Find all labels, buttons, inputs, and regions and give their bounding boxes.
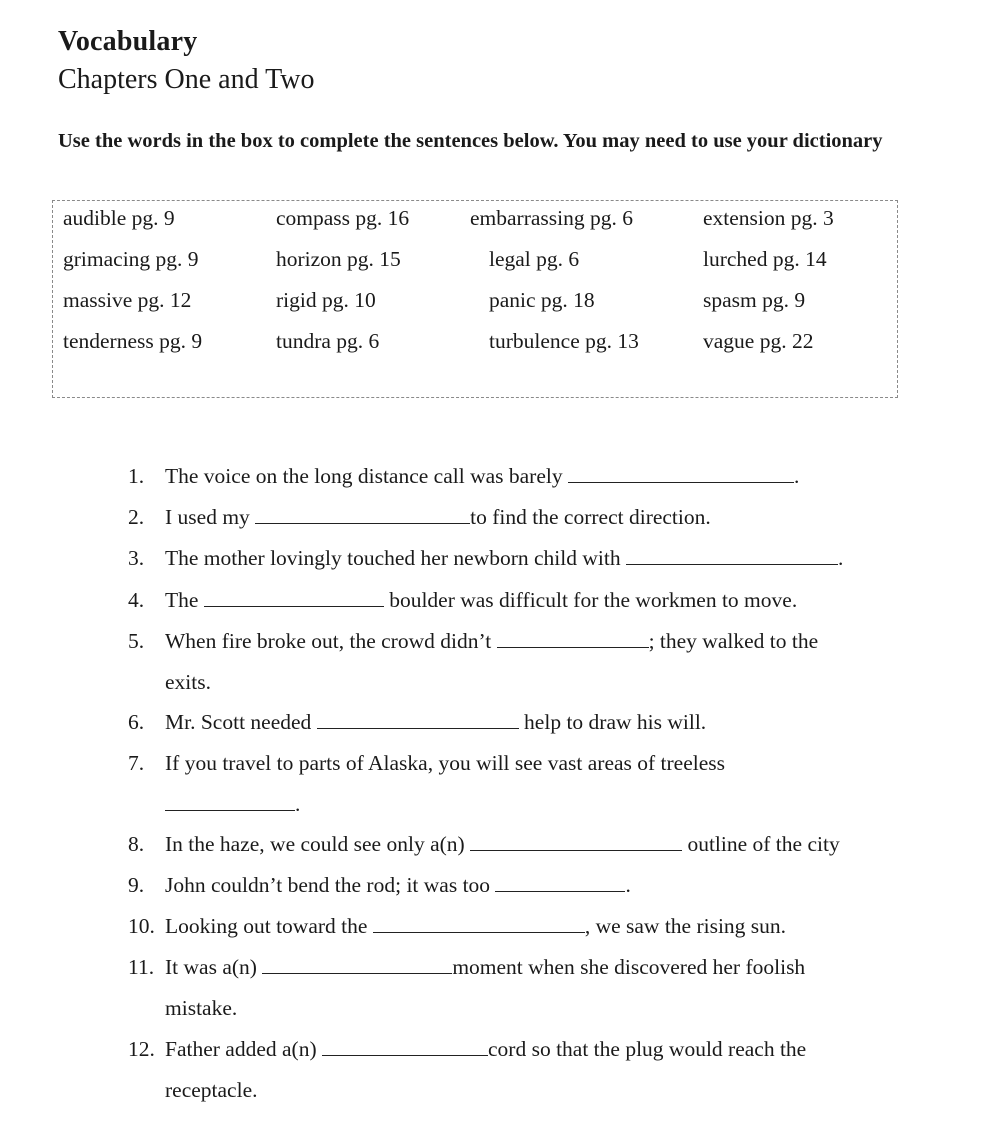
page-title: Vocabulary	[58, 26, 198, 57]
word-grimacing: grimacing pg. 9	[63, 247, 199, 271]
answer-blank[interactable]	[204, 588, 384, 607]
question-text	[165, 955, 805, 980]
question-text-after: ; they walked to the	[648, 629, 819, 653]
question-number: 10.	[128, 914, 155, 938]
question-text-after: .	[295, 792, 301, 816]
question-text	[165, 832, 840, 857]
question-number: 4.	[128, 588, 145, 612]
question-text-before: Looking out toward the	[165, 914, 373, 938]
word-tundra: tundra pg. 6	[276, 329, 380, 353]
answer-blank[interactable]	[165, 792, 295, 811]
question-text-before: The mother lovingly touched her newborn child with	[165, 546, 626, 570]
answer-blank[interactable]	[317, 710, 519, 729]
answer-blank[interactable]	[470, 832, 682, 851]
question-text-after: .	[625, 873, 631, 897]
question-text-continued	[165, 792, 300, 817]
question-text-after: .	[837, 546, 844, 570]
question-number: 6.	[128, 710, 145, 734]
question-text-before: The voice on the long distance call was barely	[165, 464, 568, 488]
question-text-after: .	[793, 464, 800, 488]
answer-blank[interactable]	[568, 464, 794, 483]
question-text-after: to find the correct direction.	[470, 505, 711, 529]
question-text-after: cord so that the plug would reach the	[488, 1037, 807, 1061]
word-audible: audible pg. 9	[63, 206, 175, 230]
question-text-before: I used my	[165, 505, 256, 529]
question-text-before: Mr. Scott needed	[165, 710, 317, 734]
word-horizon: horizon pg. 15	[276, 247, 401, 271]
question-text-before: When fire broke out, the crowd didn’t	[165, 629, 497, 653]
answer-blank[interactable]	[262, 955, 452, 974]
question-text	[165, 914, 786, 939]
question-text-after: , we saw the rising sun.	[584, 914, 787, 938]
answer-blank[interactable]	[626, 546, 838, 565]
word-spasm: spasm pg. 9	[703, 288, 806, 312]
question-number: 11.	[128, 955, 155, 979]
instructions: Use the words in the box to complete the sentences below. You may need to use your dictionary	[58, 130, 883, 152]
question-text-before: In the haze, we could see only a(n)	[165, 832, 471, 856]
question-number: 12.	[128, 1037, 155, 1061]
question-text	[165, 546, 843, 571]
question-number: 1.	[128, 464, 145, 488]
word-vague: vague pg. 22	[703, 329, 814, 353]
question-text-continued: exits.	[165, 670, 211, 694]
answer-blank[interactable]	[495, 873, 625, 892]
word-tenderness: tenderness pg. 9	[63, 329, 203, 353]
answer-blank[interactable]	[255, 505, 470, 524]
question-text	[165, 505, 711, 530]
question-text	[165, 1037, 806, 1062]
question-text-before: If you travel to parts of Alaska, you will see vast areas of treeless	[165, 751, 726, 775]
question-text-after: outline of the city	[682, 832, 840, 856]
question-text-before: John couldn’t bend the rod; it was too	[165, 873, 496, 897]
word-rigid: rigid pg. 10	[276, 288, 376, 312]
question-text	[165, 710, 706, 735]
question-text	[165, 873, 631, 898]
question-number: 9.	[128, 873, 145, 897]
word-legal: legal pg. 6	[489, 247, 580, 271]
question-text	[165, 629, 818, 654]
question-text-continued: mistake.	[165, 996, 238, 1020]
word-box	[52, 200, 898, 398]
answer-blank[interactable]	[322, 1037, 488, 1056]
question-text-after: help to draw his will.	[518, 710, 707, 734]
question-number: 2.	[128, 505, 145, 529]
page-subtitle: Chapters One and Two	[58, 64, 315, 95]
word-compass: compass pg. 16	[276, 206, 410, 230]
word-embarrassing: embarrassing pg. 6	[470, 206, 634, 230]
question-text	[165, 588, 797, 613]
word-extension: extension pg. 3	[703, 206, 834, 230]
word-massive: massive pg. 12	[63, 288, 192, 312]
question-text-before: It was a(n)	[165, 955, 263, 979]
answer-blank[interactable]	[373, 914, 585, 933]
word-panic: panic pg. 18	[489, 288, 595, 312]
question-text-after: moment when she discovered her foolish	[452, 955, 806, 979]
word-turbulence: turbulence pg. 13	[489, 329, 639, 353]
word-lurched: lurched pg. 14	[703, 247, 827, 271]
question-number: 3.	[128, 546, 145, 570]
question-number: 8.	[128, 832, 145, 856]
question-text-before: The	[165, 588, 204, 612]
question-number: 7.	[128, 751, 145, 775]
question-text-before: Father added a(n)	[165, 1037, 322, 1061]
question-text-continued: receptacle.	[165, 1078, 258, 1102]
answer-blank[interactable]	[497, 629, 649, 648]
question-text	[165, 464, 799, 489]
question-number: 5.	[128, 629, 145, 653]
question-text-after: boulder was difficult for the workmen to move.	[383, 588, 798, 612]
